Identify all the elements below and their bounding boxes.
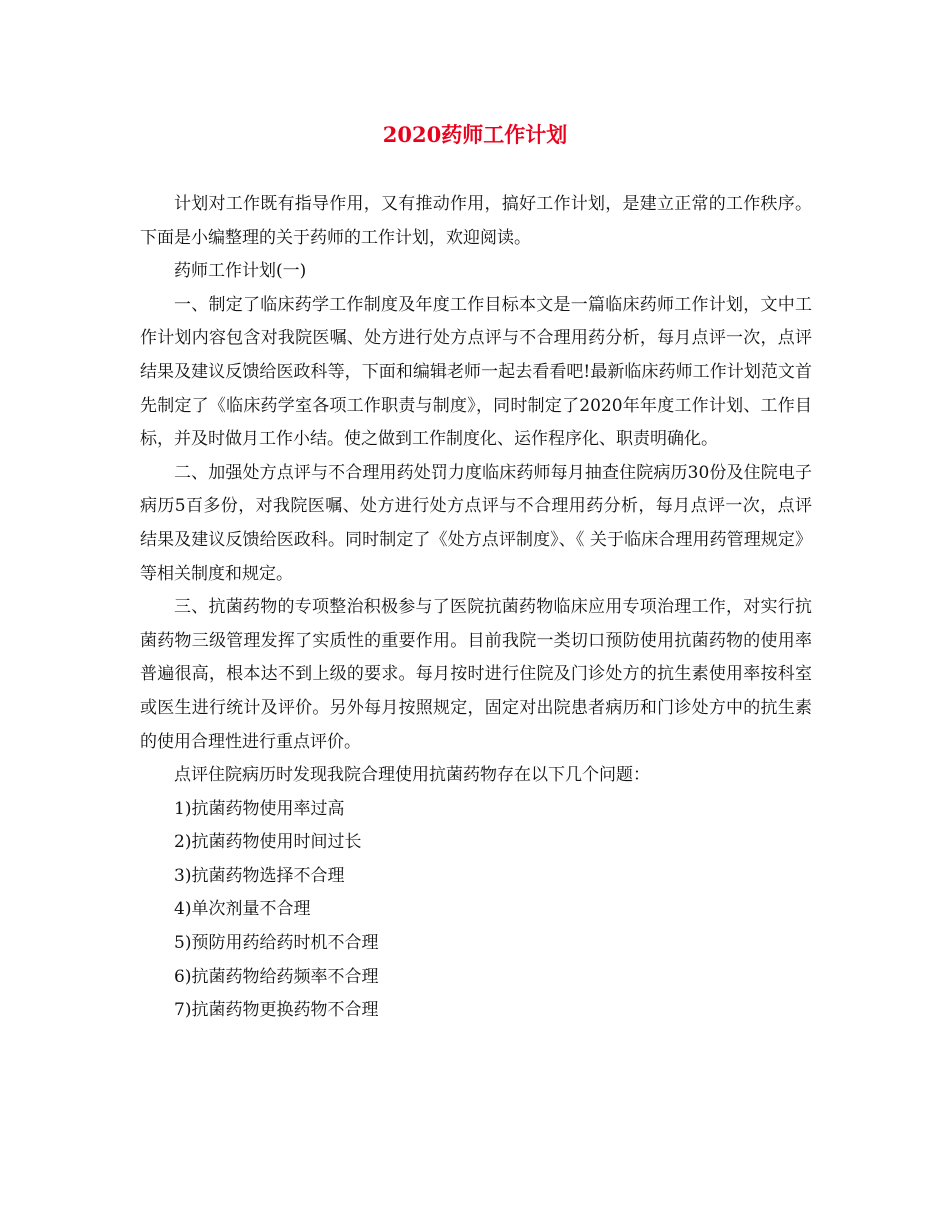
paragraph-item-3: 三、抗菌药物的专项整治积极参与了医院抗菌药物临床应用专项治理工作，对实行抗菌药物三级管理发挥了实质性的重要作用。目前我院一类切口预防使用抗菌药物的使用率普遍很高，根本达不到上级的要求。每月按时进行住院及门诊处方的抗生素使用率按科室或医生进行统计及评价。另外每月按照规定，固定对出院患者病历和门诊处方中的抗生素的使用合理性进行重点评价。: [140, 597, 812, 752]
section-heading: 药师工作计划(一): [174, 261, 307, 282]
list-item: 7)抗菌药物更换药物不合理: [174, 1000, 379, 1021]
list-item: 2)抗菌药物使用时间过长: [174, 832, 362, 853]
list-item: 6)抗菌药物给药频率不合理: [174, 966, 379, 987]
document-title: 2020药师工作计划: [382, 122, 568, 147]
list-item: 5)预防用药给药时机不合理: [174, 933, 379, 954]
problems-intro: 点评住院病历时发现我院合理使用抗菌药物存在以下几个问题：: [174, 765, 650, 786]
intro-paragraph: 计划对工作既有指导作用，又有推动作用，搞好工作计划，是建立正常的工作秩序。下面是小编整理的关于药师的工作计划，欢迎阅读。: [140, 194, 812, 248]
document-body: [140, 188, 812, 1028]
paragraph-item-1: 一、制定了临床药学工作制度及年度工作目标本文是一篇临床药师工作计划，文中工作计划内容包含对我院医嘱、处方进行处方点评与不合理用药分析，每月点评一次，点评结果及建议反馈给医政科等，下面和编辑老师一起去看看吧!最新临床药师工作计划范文首先制定了《临床药学室各项工作职责与制度》，同时制定了2020年年度工作计划、工作目标，并及时做月工作小结。使之做到工作制度化、运作程序化、职责明确化。: [140, 294, 812, 450]
list-item: 1)抗菌药物使用率过高: [174, 798, 345, 819]
paragraph-item-2: 二、加强处方点评与不合理用药处罚力度临床药师每月抽查住院病历30份及住院电子病历5百多份，对我院医嘱、处方进行处方点评与不合理用药分析，每月点评一次，点评结果及建议反馈给医政科。同时制定了《处方点评制度》、《 关于临床合理用药管理规定》等相关制度和规定。: [140, 462, 812, 584]
list-item: 4)单次剂量不合理: [174, 899, 311, 920]
list-item: 3)抗菌药物选择不合理: [174, 865, 345, 886]
